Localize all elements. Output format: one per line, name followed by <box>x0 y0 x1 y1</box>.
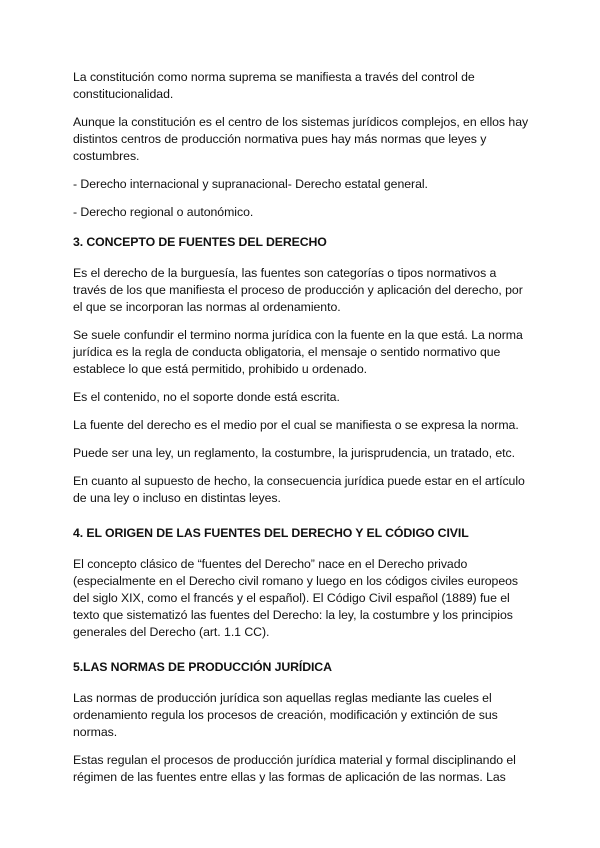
paragraph-regulan-procesos: Estas regulan el procesos de producción jurídica material y formal disciplinando el régimen de las fuentes entre ellas y las formas de aplicación de las normas. Las <box>73 753 516 784</box>
paragraph-fuente-medio: La fuente del derecho es el medio por el cual se manifiesta o se expresa la norma. <box>73 418 519 432</box>
paragraph-constitucion-suprema: La constitución como norma suprema se manifiesta a través del control de constitucionalidad. <box>73 70 475 101</box>
document-page <box>73 69 529 797</box>
paragraph-centros-produccion: Aunque la constitución es el centro de los sistemas jurídicos complejos, en ellos hay distintos centros de producción normativa pues hay más normas que leyes y costumbres. <box>73 115 529 163</box>
section-heading-4: 4. EL ORIGEN DE LAS FUENTES DEL DERECHO Y EL CÓDIGO CIVIL <box>73 526 469 540</box>
paragraph-norma-juridica: Se suele confundir el termino norma jurídica con la fuente en la que está. La norma jurídica es la regla de conducta obligatoria, el mensaje o sentido normativo que establece lo que está permitido, prohibido u ordenado. <box>73 328 523 376</box>
paragraph-contenido: Es el contenido, no el soporte donde está escrita. <box>73 390 340 404</box>
section-heading-5: 5.LAS NORMAS DE PRODUCCIÓN JURÍDICA <box>73 660 332 674</box>
list-item-derecho-regional: - Derecho regional o autonómico. <box>73 205 254 219</box>
paragraph-concepto-clasico: El concepto clásico de “fuentes del Derecho” nace en el Derecho privado (especialmente en el Derecho civil romano y luego en los códigos civiles europeos del siglo XIX, como el francés y el español). El Código Civil español (1889) fue el texto que sistematizó las fuentes del Derecho: la ley, la costumbre y los principios generales del Derecho (art. 1.1 CC). <box>73 557 519 639</box>
paragraph-derecho-burguesia: Es el derecho de la burguesía, las fuentes son categorías o tipos normativos a través de los que manifiesta el proceso de producción y aplicación del derecho, por el que se incorporan las normas al ordenamiento. <box>73 266 523 314</box>
list-item-derecho-internacional: - Derecho internacional y supranacional- Derecho estatal general. <box>73 177 428 191</box>
paragraph-ejemplos-fuentes: Puede ser una ley, un reglamento, la costumbre, la jurisprudencia, un tratado, etc. <box>73 446 515 460</box>
paragraph-supuesto-hecho: En cuanto al supuesto de hecho, la consecuencia jurídica puede estar en el artículo de una ley o incluso en distintas leyes. <box>73 474 525 505</box>
paragraph-normas-produccion: Las normas de producción jurídica son aquellas reglas mediante las cueles el ordenamiento regula los procesos de creación, modificación y extinción de sus normas. <box>73 691 498 739</box>
section-heading-3: 3. CONCEPTO DE FUENTES DEL DERECHO <box>73 235 327 249</box>
